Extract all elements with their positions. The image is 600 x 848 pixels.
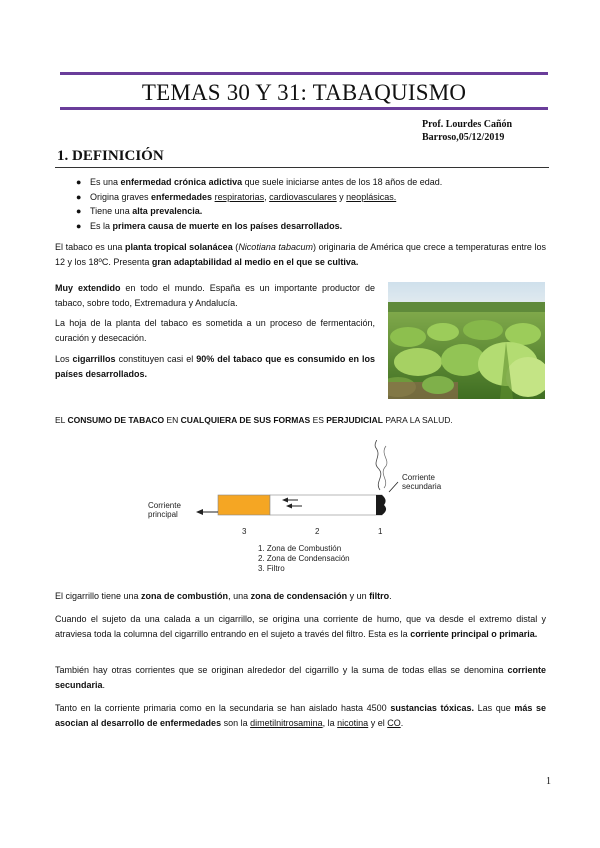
cigarette-diagram — [140, 440, 460, 585]
title-top-rule — [60, 72, 548, 75]
page-number: 1 — [546, 776, 551, 787]
paragraph-cigarrillos: Los cigarrillos constituyen casi el 90% del tabaco que es consumido en los países desarrollados. — [55, 354, 375, 379]
author-name: Prof. Lourdes Cañón — [422, 119, 513, 130]
burning-tip — [376, 495, 386, 515]
bullet-item: ● Es la primera causa de muerte en los países desarrollados. — [74, 219, 544, 234]
section-heading-rule — [55, 167, 549, 168]
paragraph-toxicas: Tanto en la corriente primaria como en la secundaria se han aislado hasta 4500 sustancias tóxicas. Las que más se asocian al desarrollo de enfermedades son la dimetilnitrosamina, la nicotina y el CO. — [55, 703, 546, 728]
secondary-stream-label: Corriente secundaria — [402, 473, 442, 491]
diagram-legend: 1. Zona de Combustión 2. Zona de Condensación 3. Filtro — [258, 544, 350, 573]
paragraph-zonas: El cigarrillo tiene una zona de combustión, una zona de condensación y un filtro. — [55, 591, 392, 601]
bullet-icon: ● — [76, 177, 82, 187]
paragraph-calada: Cuando el sujeto da una calada a un cigarrillo, se origina una corriente de humo, que va desde el extremo distal y atraviesa toda la columna del cigarrillo entrando en el sujeto a través del filtro. Esta es la corriente principal o primaria. — [55, 614, 546, 639]
zone-number-3: 3 — [242, 527, 247, 536]
bullet-item: ● Origina graves enfermedades respiratorias, cardiovasculares y neoplásicas. — [74, 190, 544, 205]
author-date: Barroso,05/12/2019 — [422, 132, 505, 143]
author-block — [422, 118, 512, 144]
bullet-icon: ● — [76, 206, 82, 216]
bullet-icon: ● — [76, 220, 82, 231]
zone-number-1: 1 — [378, 527, 383, 536]
paragraph-tabaco: El tabaco es una planta tropical solanácea (Nicotiana tabacum) originaria de América que crece a temperaturas entre los 12 y los 18ºC. Presenta gran adaptabilidad al medio en el que se cultiva. — [55, 242, 546, 267]
filter-segment — [218, 495, 270, 515]
title-bottom-rule — [60, 107, 548, 110]
page-title: TEMAS 30 Y 31: TABAQUISMO — [141, 80, 467, 105]
tobacco-plants-image — [388, 282, 545, 399]
definition-bullet-list — [74, 175, 544, 233]
zone-number-2: 2 — [315, 527, 320, 536]
bullet-item: ● Tiene una alta prevalencia. — [74, 204, 544, 219]
paper-segment — [270, 495, 382, 515]
smoke-wisp — [375, 440, 381, 490]
paragraph-extendido: Muy extendido en todo el mundo. España es un importante productor de tabaco, sobre todo, Extremadura y Andalucía. — [55, 283, 375, 308]
warning-statement: EL CONSUMO DE TABACO EN CUALQUIERA DE SUS FORMAS ES PERJUDICIAL PARA LA SALUD. — [55, 415, 453, 425]
principal-arrow-head — [196, 509, 203, 515]
paragraph-hoja: La hoja de la planta del tabaco es sometida a un proceso de fermentación, curación y desecación. — [55, 318, 375, 343]
tobacco-field-photo — [388, 282, 545, 399]
principal-stream-label: Corriente principal — [148, 501, 181, 519]
bullet-item: ● Es una enfermedad crónica adictiva que suele iniciarse antes de los 18 años de edad. — [74, 175, 544, 190]
bullet-icon: ● — [76, 191, 82, 202]
section-heading-definicion: 1. DEFINICIÓN — [57, 148, 164, 164]
smoke-wisp — [383, 446, 387, 488]
paragraph-secundaria: También hay otras corrientes que se originan alrededor del cigarrillo y la suma de todas ellas se denomina corriente secundaria. — [55, 665, 546, 690]
